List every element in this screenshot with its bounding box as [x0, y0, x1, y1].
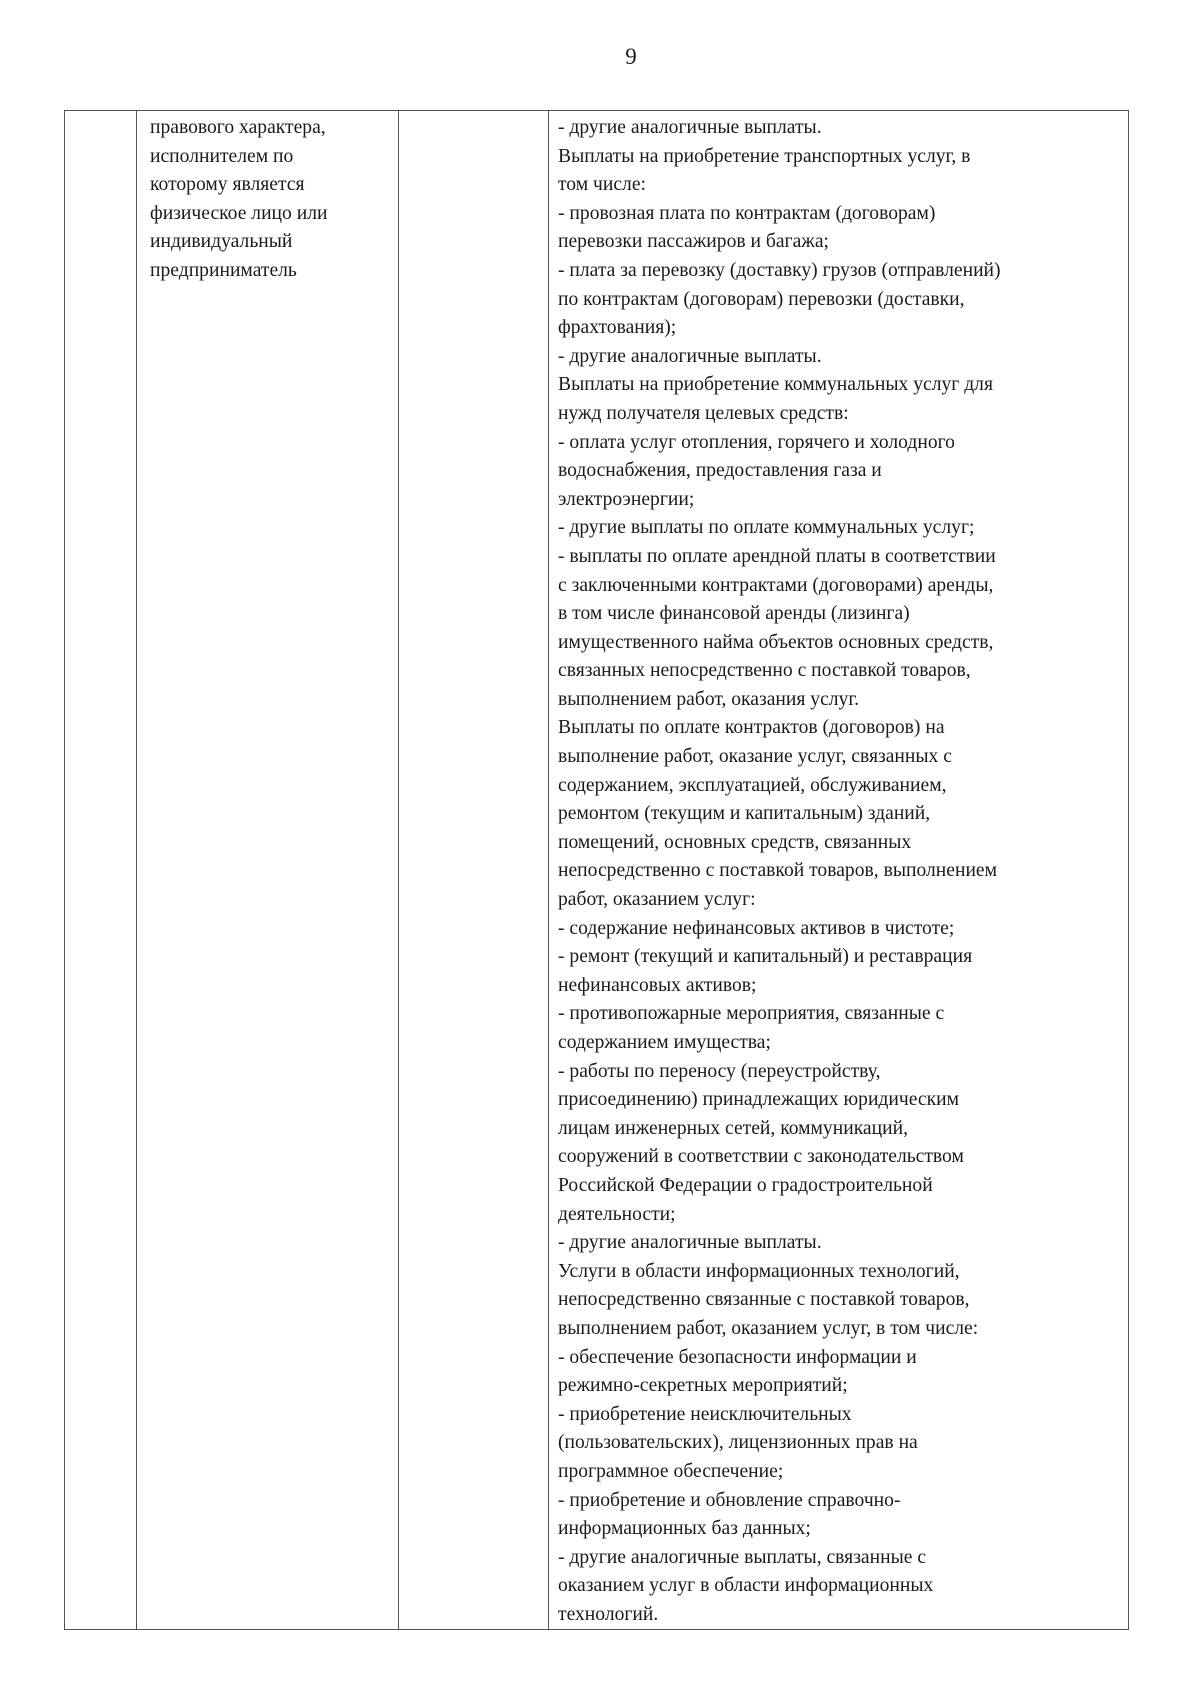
expense-detail-line: сооружений в соответствии с законодательством — [558, 1146, 964, 1168]
expense-detail-line: работ, оказанием услуг: — [558, 889, 756, 911]
expense-detail-line: - приобретение неисключительных — [558, 1403, 852, 1425]
expense-detail-line: - провозная плата по контрактам (договорам) — [558, 202, 936, 224]
expense-detail-line: - выплаты по оплате арендной платы в соответствии — [558, 545, 996, 567]
table-row — [65, 111, 1129, 1630]
page-number: 9 — [625, 44, 637, 69]
expense-detail-line: по контрактам (договорам) перевозки (доставки, — [558, 288, 965, 310]
expense-detail-line: - работы по переносу (переустройству, — [558, 1060, 881, 1082]
expense-details-text — [549, 111, 1128, 1629]
expense-detail-line: режимно-секретных мероприятий; — [558, 1375, 848, 1397]
expense-detail-line: нефинансовых активов; — [558, 974, 757, 996]
expense-detail-line: Выплаты на приобретение коммунальных услуг для — [558, 374, 993, 396]
expense-detail-line: - плата за перевозку (доставку) грузов (отправлений) — [558, 259, 1001, 281]
expense-detail-line: в том числе финансовой аренды (лизинга) — [558, 603, 910, 625]
expense-detail-line: выполнением работ, оказанием услуг, в том числе: — [558, 1317, 979, 1339]
description-text — [137, 111, 398, 286]
expense-detail-line: - оплата услуг отопления, горячего и холодного — [558, 431, 955, 453]
expense-detail-line: Выплаты на приобретение транспортных услуг, в — [558, 145, 971, 167]
expense-detail-line: - другие аналогичные выплаты. — [558, 345, 822, 367]
expense-detail-line: помещений, основных средств, связанных — [558, 831, 912, 853]
expense-detail-line: электроэнергии; — [558, 488, 695, 510]
expense-detail-line: нужд получателя целевых средств: — [558, 402, 849, 424]
expense-detail-line: технологий. — [558, 1603, 659, 1625]
expense-detail-line: имущественного найма объектов основных средств, — [558, 631, 994, 653]
expense-detail-line: выполнение работ, оказание услуг, связанных с — [558, 746, 952, 768]
expense-detail-line: непосредственно с поставкой товаров, выполнением — [558, 860, 998, 882]
expense-detail-line: - обеспечение безопасности информации и — [558, 1346, 917, 1368]
table-cell-expense-details — [549, 111, 1129, 1630]
expense-detail-line: перевозки пассажиров и багажа; — [558, 231, 829, 253]
expense-detail-line: (пользовательских), лицензионных прав на — [558, 1432, 918, 1454]
expense-detail-line: программное обеспечение; — [558, 1460, 784, 1482]
description-line: исполнителем по — [150, 145, 294, 167]
expense-detail-line: - другие аналогичные выплаты. — [558, 117, 822, 138]
description-line: правового характера, — [150, 117, 326, 138]
table-cell-code — [399, 111, 549, 1630]
expense-detail-line: Российской Федерации о градостроительной — [558, 1174, 933, 1196]
description-line: индивидуальный — [150, 231, 293, 253]
expense-detail-line: информационных баз данных; — [558, 1518, 811, 1540]
expense-detail-line: непосредственно связанные с поставкой товаров, — [558, 1289, 970, 1311]
expense-detail-line: - другие аналогичные выплаты. — [558, 1232, 822, 1254]
expense-detail-line: - приобретение и обновление справочно- — [558, 1489, 901, 1511]
expense-detail-line: присоединению) принадлежащих юридическим — [558, 1089, 960, 1111]
expense-detail-line: - содержание нефинансовых активов в чистоте; — [558, 917, 955, 939]
expense-detail-line: выполнением работ, оказания услуг. — [558, 688, 860, 710]
expense-detail-line: связанных непосредственно с поставкой товаров, — [558, 660, 971, 682]
expense-detail-line: Выплаты по оплате контрактов (договоров) на — [558, 717, 945, 739]
expense-detail-line: фрахтования); — [558, 317, 677, 339]
description-line: физическое лицо или — [150, 202, 328, 224]
expense-detail-line: - другие аналогичные выплаты, связанные с — [558, 1546, 927, 1568]
expense-detail-line: том числе: — [558, 174, 646, 196]
expense-detail-line: деятельности; — [558, 1203, 676, 1225]
description-line: которому является — [150, 174, 305, 196]
expense-detail-line: содержанием имущества; — [558, 1032, 771, 1053]
expense-detail-line: с заключенными контрактами (договорами) аренды, — [558, 574, 994, 596]
expense-detail-line: - другие выплаты по оплате коммунальных услуг; — [558, 517, 975, 539]
expense-detail-line: - ремонт (текущий и капитальный) и реставрация — [558, 946, 973, 968]
expense-detail-line: водоснабжения, предоставления газа и — [558, 460, 882, 482]
expense-detail-line: - противопожарные мероприятия, связанные с — [558, 1003, 945, 1025]
expense-detail-line: оказанием услуг в области информационных — [558, 1575, 934, 1597]
table-cell-description — [137, 111, 399, 1630]
table-cell-number — [65, 111, 137, 1630]
expense-table — [64, 110, 1129, 1630]
expense-detail-line: лицам инженерных сетей, коммуникаций, — [558, 1117, 908, 1139]
expense-detail-line: содержанием, эксплуатацией, обслуживанием, — [558, 774, 947, 796]
expense-detail-line: Услуги в области информационных технологий, — [558, 1260, 960, 1282]
description-line: предприниматель — [150, 259, 297, 281]
expense-detail-line: ремонтом (текущим и капитальным) зданий, — [558, 803, 931, 825]
